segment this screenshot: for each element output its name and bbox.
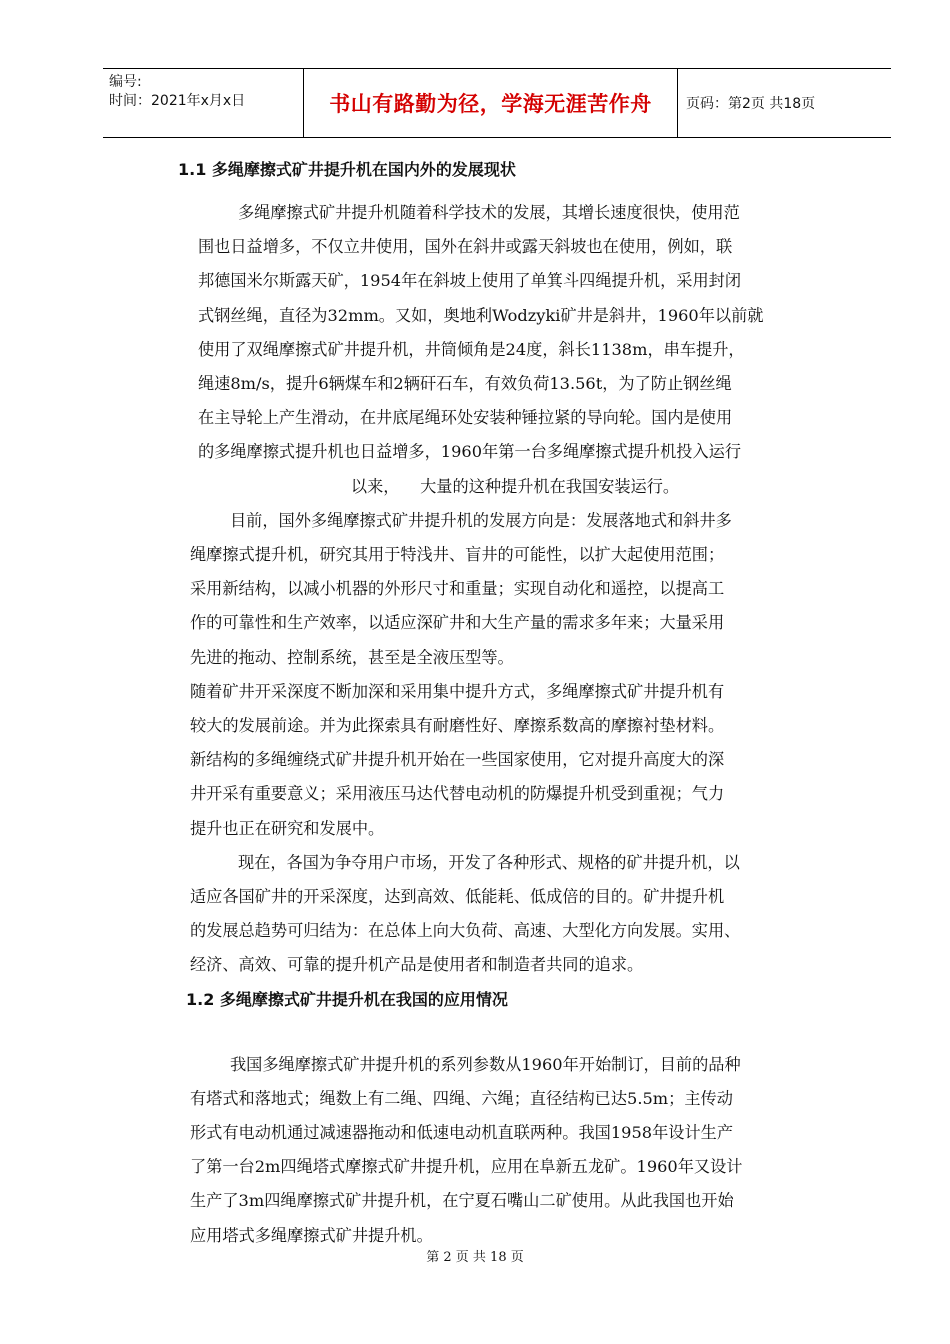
- page-header: [103, 68, 891, 138]
- text-line: 应用塔式多绳摩擦式矿井提升机。: [190, 1225, 433, 1245]
- text-line: 绳摩擦式提升机，研究其用于特浅井、盲井的可能性，以扩大起使用范围；: [190, 545, 725, 565]
- text-line: 使用了双绳摩擦式矿井提升机，井筒倾角是24度，斜长1138m，串车提升，: [198, 339, 745, 359]
- text-line: 采用新结构，以减小机器的外形尺寸和重量；实现自动化和遥控，以提高工: [190, 579, 725, 599]
- text-line: 形式有电动机通过减速器拖动和低速电动机直联两种。我国1958年设计生产: [190, 1123, 734, 1143]
- section-1-paragraph-3: [190, 846, 840, 983]
- section-1-paragraph-1: [190, 196, 840, 504]
- text-line: 式钢丝绳，直径为32mm。又如，奥地利Wodzyki矿井是斜井，1960年以前就: [198, 305, 764, 325]
- section-2-title: 1.2 多绳摩擦式矿井提升机在我国的应用情况: [186, 989, 508, 1009]
- text-line: 围也日益增多，不仅立井使用，国外在斜井或露天斜坡也在使用，例如，联: [198, 237, 733, 257]
- text-line: 新结构的多绳缠绕式矿井提升机开始在一些国家使用，它对提升高度大的深: [190, 750, 725, 770]
- text-line: 随着矿井开采深度不断加深和采用集中提升方式，多绳摩擦式矿井提升机有: [190, 681, 725, 701]
- text-line: 以来， 大量的这种提升机在我国安装运行。: [350, 476, 680, 496]
- text-line: 现在，各国为争夺用户市场，开发了各种形式、规格的矿井提升机，以: [238, 852, 740, 872]
- text-line: 作的可靠性和生产效率，以适应深矿井和大生产量的需求多年来；大量采用: [190, 613, 725, 633]
- text-line: 在主导轮上产生滑动，在井底尾绳环处安装种锤拉紧的导向轮。国内是使用: [198, 408, 733, 428]
- text-line: 的多绳摩擦式提升机也日益增多，1960年第一台多绳摩擦式提升机投入运行: [198, 442, 742, 462]
- text-line: 我国多绳摩擦式矿井提升机的系列参数从1960年开始制订，目前的品种: [230, 1054, 741, 1074]
- code-label: 编号:: [109, 74, 142, 90]
- text-line: 适应各国矿井的开采深度，达到高效、低能耗、低成倍的目的。矿井提升机: [190, 887, 725, 907]
- text-line: 绳速8m/s，提升6辆煤车和2辆矸石车，有效负荷13.56t，为了防止钢丝绳: [198, 374, 732, 394]
- text-line: 了第一台2m四绳塔式摩擦式矿井提升机，应用在阜新五龙矿。1960年又设计: [190, 1157, 743, 1177]
- section-1-paragraph-2: [190, 504, 840, 846]
- document-body: [178, 148, 840, 1253]
- text-line: 多绳摩擦式矿井提升机随着科学技术的发展，其增长速度很快，使用范: [238, 203, 740, 222]
- section-1-title: 1.1 多绳摩擦式矿井提升机在国内外的发展现状: [178, 160, 516, 179]
- text-line: 提升也正在研究和发展中。: [190, 818, 385, 838]
- text-line: 先进的拖动、控制系统，甚至是全液压型等。: [190, 647, 514, 667]
- text-line: 的发展总趋势可归结为：在总体上向大负荷、高速、大型化方向发展。实用、: [190, 921, 741, 941]
- text-line: 生产了3m四绳摩擦式矿井提升机，在宁夏石嘴山二矿使用。从此我国也开始: [190, 1191, 734, 1211]
- section-2-paragraph-1: [190, 1048, 840, 1253]
- text-line: 较大的发展前途。并为此探索具有耐磨性好、摩擦系数高的摩擦衬垫材料。: [190, 716, 725, 736]
- header-info: [103, 69, 304, 137]
- time-label: 时间：2021年x月x日: [109, 93, 246, 109]
- text-line: 有塔式和落地式；绳数上有二绳、四绳、六绳；直径结构已达5.5m；主传动: [190, 1088, 733, 1108]
- header-page-label: 页码：第2页 共18页: [686, 96, 816, 112]
- page-footer: 第 2 页 共 18 页: [426, 1250, 524, 1265]
- text-line: 井开采有重要意义；采用液压马达代替电动机的防爆提升机受到重视；气力: [190, 784, 725, 804]
- text-line: 目前，国外多绳摩擦式矿井提升机的发展方向是：发展落地式和斜井多: [230, 510, 732, 530]
- header-motto: 书山有路勤为径，学海无涯苦作舟: [304, 69, 678, 137]
- text-line: 邦德国米尔斯露天矿，1954年在斜坡上使用了单箕斗四绳提升机，采用封闭: [198, 271, 742, 291]
- text-line: 经济、高效、可靠的提升机产品是使用者和制造者共同的追求。: [190, 955, 644, 975]
